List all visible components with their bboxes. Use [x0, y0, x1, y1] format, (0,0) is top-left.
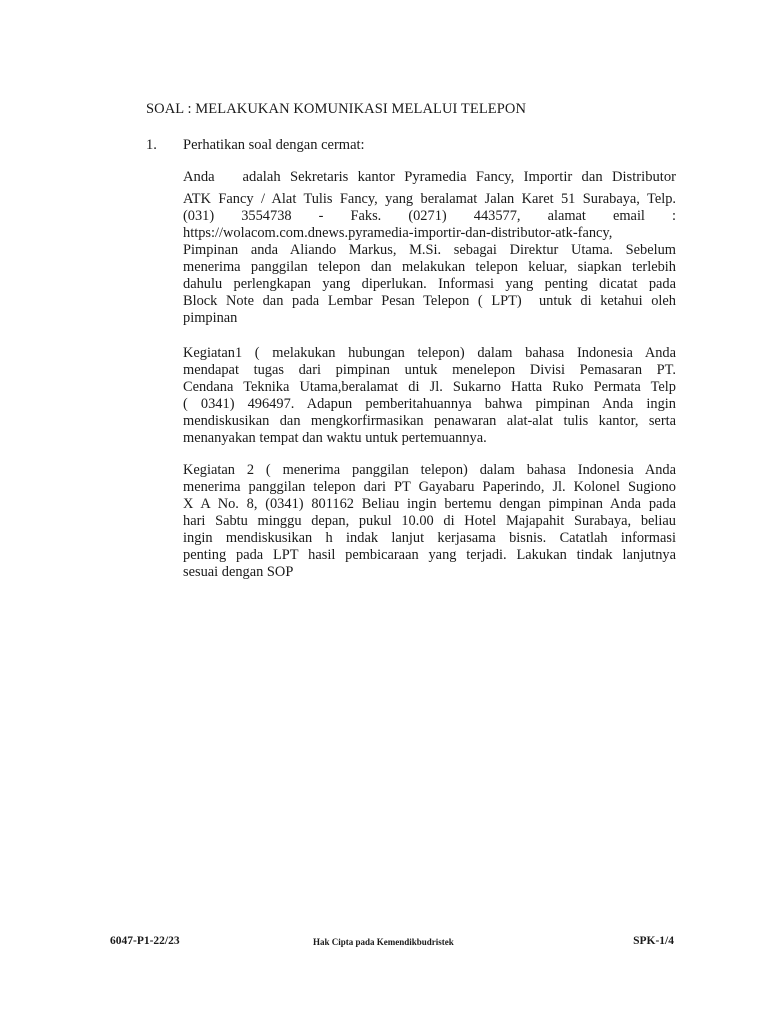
question-number: 1.: [146, 137, 157, 153]
question-instruction: Perhatikan soal dengan cermat:: [183, 137, 365, 153]
paragraph-scenario: [183, 169, 676, 327]
paragraph-line: sesuai dengan SOP: [183, 564, 294, 581]
paragraph-line: mendapat tugas dari pimpinan untuk menelepon Divisi Pemasaran PT.: [183, 362, 676, 379]
paragraph-line: hari Sabtu minggu depan, pukul 10.00 di Hotel Majapahit Surabaya, beliau: [183, 513, 676, 530]
paragraph-kegiatan-1: [183, 345, 676, 447]
paragraph-line: ATK Fancy / Alat Tulis Fancy, yang beralamat Jalan Karet 51 Surabaya, Telp.: [183, 191, 676, 207]
paragraph-line: Kegiatan1 ( melakukan hubungan telepon) dalam bahasa Indonesia Anda: [183, 345, 676, 361]
footer-page-number: SPK-1/4: [633, 935, 674, 947]
paragraph-line: pimpinan: [183, 310, 238, 327]
paragraph-line: Pimpinan anda Aliando Markus, M.Si. sebagai Direktur Utama. Sebelum: [183, 242, 676, 259]
paragraph-line: Cendana Teknika Utama,beralamat di Jl. Sukarno Hatta Ruko Permata Telp: [183, 379, 676, 396]
paragraph-line: X A No. 8, (0341) 801162 Beliau ingin bertemu dengan pimpinan Anda pada: [183, 496, 676, 513]
paragraph-kegiatan-2: [183, 462, 676, 581]
paragraph-line: Anda adalah Sekretaris kantor Pyramedia Fancy, Importir dan Distributor: [183, 169, 676, 185]
paragraph-line: ( 0341) 496497. Adapun pemberitahuannya bahwa pimpinan Anda ingin: [183, 396, 676, 413]
footer-document-code: 6047-P1-22/23: [110, 935, 180, 947]
paragraph-line: menerima panggilan telepon dari PT Gayabaru Paperindo, Jl. Kolonel Sugiono: [183, 479, 676, 496]
paragraph-line: ingin mendiskusikan h indak lanjut kerjasama bisnis. Catatlah informasi: [183, 530, 676, 547]
paragraph-line: menerima panggilan telepon dan melakukan telepon keluar, siapkan terlebih: [183, 259, 676, 276]
paragraph-line: mendiskusikan dan mengkorfirmasikan penawaran alat-alat tulis kantor, serta: [183, 413, 676, 430]
paragraph-line: penting pada LPT hasil pembicaraan yang terjadi. Lakukan tindak lanjutnya: [183, 547, 676, 564]
footer-copyright: Hak Cipta pada Kemendikbudristek: [313, 937, 454, 947]
paragraph-line: https://wolacom.com.dnews.pyramedia-importir-dan-distributor-atk-fancy,: [183, 225, 613, 242]
paragraph-line: menanyakan tempat dan waktu untuk pertemuannya.: [183, 430, 487, 447]
paragraph-line: (031) 3554738 - Faks. (0271) 443577, alamat email :: [183, 208, 676, 225]
page-title: SOAL : MELAKUKAN KOMUNIKASI MELALUI TELEPON: [146, 101, 527, 117]
paragraph-line: Kegiatan 2 ( menerima panggilan telepon) dalam bahasa Indonesia Anda: [183, 462, 676, 478]
paragraph-line: Block Note dan pada Lembar Pesan Telepon ( LPT) untuk di ketahui oleh: [183, 293, 676, 310]
paragraph-line: dahulu perlengkapan yang diperlukan. Informasi yang penting dicatat pada: [183, 276, 676, 293]
